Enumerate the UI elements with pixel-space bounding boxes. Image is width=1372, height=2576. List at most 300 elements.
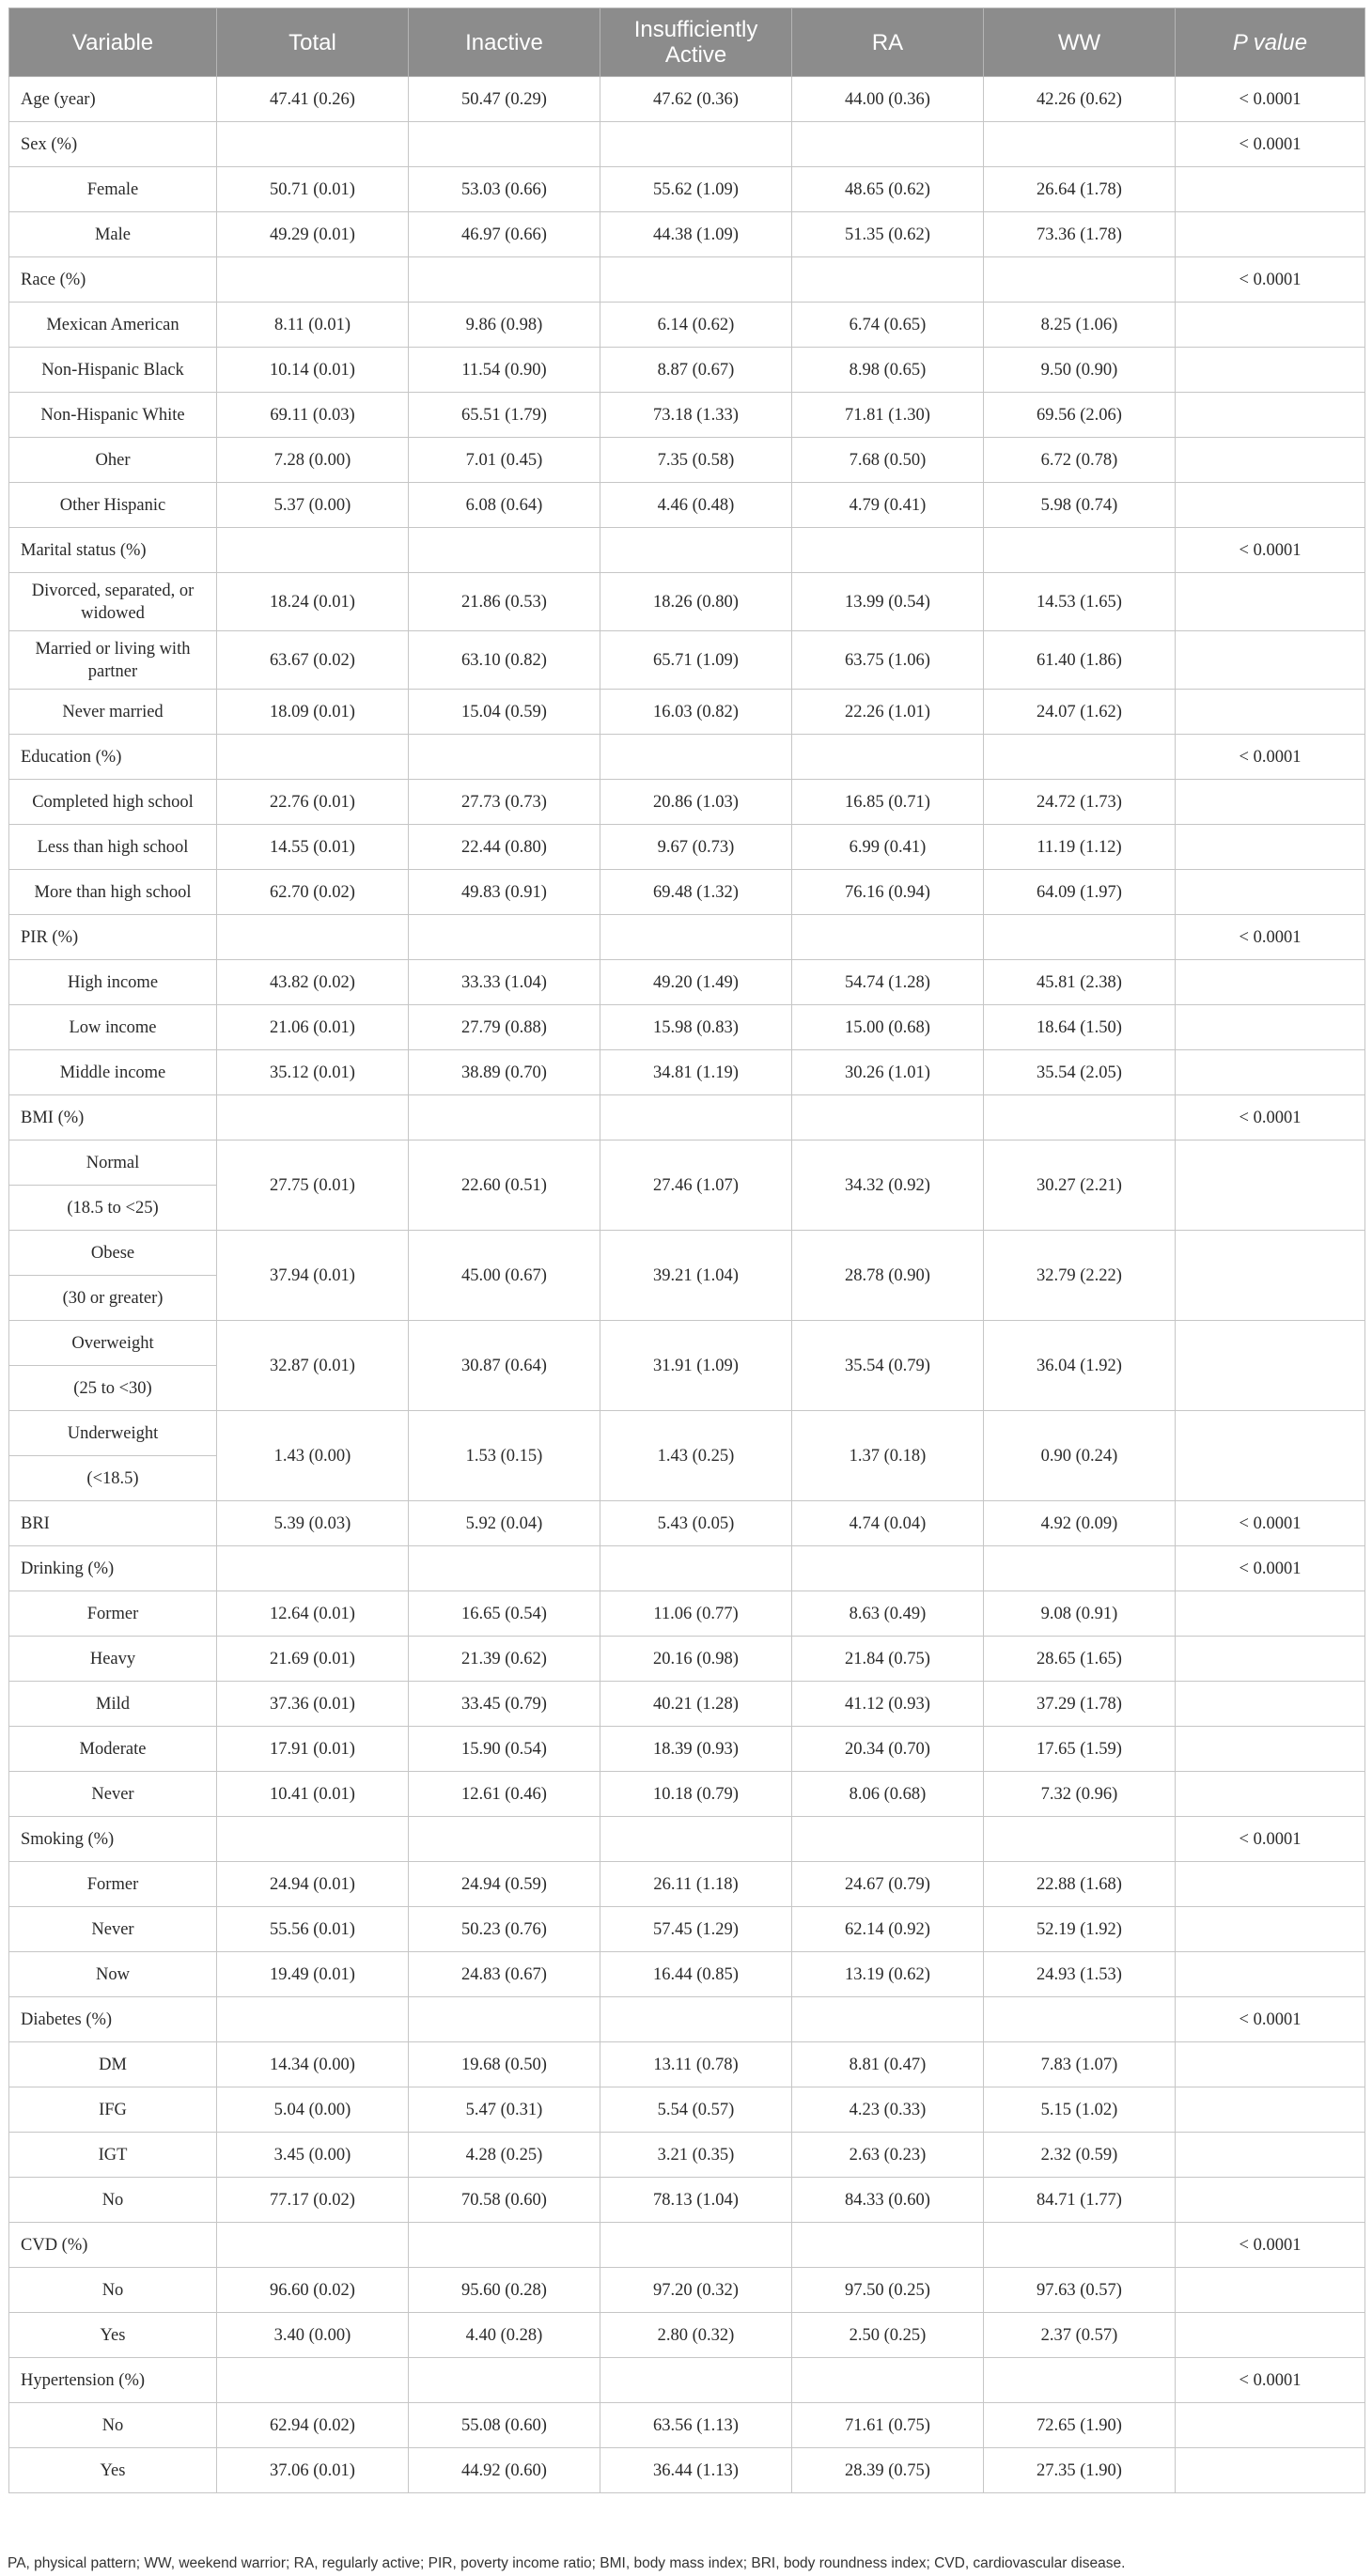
table-cell xyxy=(984,1546,1176,1591)
table-cell: 76.16 (0.94) xyxy=(792,870,984,915)
table-cell: 21.39 (0.62) xyxy=(409,1637,600,1682)
p-value-cell: < 0.0001 xyxy=(1176,2358,1365,2403)
table-cell: 22.44 (0.80) xyxy=(409,825,600,870)
p-value-cell xyxy=(1176,1637,1365,1682)
p-value-cell: < 0.0001 xyxy=(1176,528,1365,573)
table-cell: 7.35 (0.58) xyxy=(600,438,792,483)
variable-label: Hypertension (%) xyxy=(9,2358,217,2403)
table-cell xyxy=(792,2358,984,2403)
table-cell: 22.26 (1.01) xyxy=(792,690,984,735)
variable-label: Smoking (%) xyxy=(9,1817,217,1862)
table-row xyxy=(9,2448,1365,2493)
table-cell: 16.44 (0.85) xyxy=(600,1952,792,1997)
table-cell: 16.85 (0.71) xyxy=(792,780,984,825)
table-cell: 27.73 (0.73) xyxy=(409,780,600,825)
table-cell xyxy=(984,528,1176,573)
category-label: Yes xyxy=(9,2313,217,2358)
table-cell: 54.74 (1.28) xyxy=(792,960,984,1005)
category-label: DM xyxy=(9,2042,217,2087)
table-cell: 1.43 (0.25) xyxy=(600,1411,792,1501)
table-cell: 16.03 (0.82) xyxy=(600,690,792,735)
table-cell: 43.82 (0.02) xyxy=(217,960,409,1005)
p-value-cell xyxy=(1176,2042,1365,2087)
table-cell xyxy=(600,915,792,960)
category-label: Now xyxy=(9,1952,217,1997)
table-cell xyxy=(217,2358,409,2403)
table-cell: 46.97 (0.66) xyxy=(409,212,600,257)
table-cell: 36.04 (1.92) xyxy=(984,1321,1176,1411)
table-row xyxy=(9,303,1365,348)
table-cell xyxy=(217,735,409,780)
table-cell: 26.64 (1.78) xyxy=(984,167,1176,212)
table-cell: 48.65 (0.62) xyxy=(792,167,984,212)
table-row xyxy=(9,1907,1365,1952)
table-cell: 8.98 (0.65) xyxy=(792,348,984,393)
table-cell: 3.21 (0.35) xyxy=(600,2133,792,2178)
p-value-cell xyxy=(1176,1050,1365,1095)
table-cell: 11.06 (0.77) xyxy=(600,1591,792,1637)
p-value-cell: < 0.0001 xyxy=(1176,77,1365,122)
table-cell xyxy=(792,915,984,960)
table-cell: 5.04 (0.00) xyxy=(217,2087,409,2133)
category-range-label: (30 or greater) xyxy=(9,1276,217,1321)
table-cell: 27.79 (0.88) xyxy=(409,1005,600,1050)
p-value-cell xyxy=(1176,2087,1365,2133)
table-row xyxy=(9,825,1365,870)
table-row xyxy=(9,1682,1365,1727)
table-cell: 47.62 (0.36) xyxy=(600,77,792,122)
table-cell: 35.12 (0.01) xyxy=(217,1050,409,1095)
table-cell: 97.20 (0.32) xyxy=(600,2268,792,2313)
table-cell xyxy=(409,1546,600,1591)
table-cell: 2.63 (0.23) xyxy=(792,2133,984,2178)
table-cell: 5.37 (0.00) xyxy=(217,483,409,528)
table-row xyxy=(9,1141,1365,1186)
table-cell: 5.39 (0.03) xyxy=(217,1501,409,1546)
table-cell: 55.62 (1.09) xyxy=(600,167,792,212)
category-range-label: (<18.5) xyxy=(9,1456,217,1501)
p-value-cell xyxy=(1176,690,1365,735)
table-cell: 19.68 (0.50) xyxy=(409,2042,600,2087)
table-cell xyxy=(984,122,1176,167)
category-label: Former xyxy=(9,1862,217,1907)
p-value-cell xyxy=(1176,303,1365,348)
table-cell: 70.58 (0.60) xyxy=(409,2178,600,2223)
table-cell: 7.68 (0.50) xyxy=(792,438,984,483)
table-cell xyxy=(409,735,600,780)
header-ra: RA xyxy=(792,8,984,77)
table-cell xyxy=(600,1546,792,1591)
table-row xyxy=(9,393,1365,438)
category-label: Completed high school xyxy=(9,780,217,825)
table-row xyxy=(9,1411,1365,1456)
table-row xyxy=(9,122,1365,167)
variable-label: Drinking (%) xyxy=(9,1546,217,1591)
table-row xyxy=(9,915,1365,960)
table-cell: 20.16 (0.98) xyxy=(600,1637,792,1682)
table-cell: 18.64 (1.50) xyxy=(984,1005,1176,1050)
table-cell: 27.35 (1.90) xyxy=(984,2448,1176,2493)
table-cell: 1.53 (0.15) xyxy=(409,1411,600,1501)
table-cell: 65.51 (1.79) xyxy=(409,393,600,438)
table-cell: 71.61 (0.75) xyxy=(792,2403,984,2448)
table-cell: 33.45 (0.79) xyxy=(409,1682,600,1727)
table-row xyxy=(9,1727,1365,1772)
table-cell: 6.72 (0.78) xyxy=(984,438,1176,483)
table-cell: 39.21 (1.04) xyxy=(600,1231,792,1321)
table-cell xyxy=(409,122,600,167)
table-cell: 24.07 (1.62) xyxy=(984,690,1176,735)
p-value-cell xyxy=(1176,631,1365,690)
table-cell: 22.88 (1.68) xyxy=(984,1862,1176,1907)
p-value-cell: < 0.0001 xyxy=(1176,1095,1365,1141)
table-cell: 1.37 (0.18) xyxy=(792,1411,984,1501)
category-label: Less than high school xyxy=(9,825,217,870)
p-value-cell: < 0.0001 xyxy=(1176,2223,1365,2268)
table-row xyxy=(9,2133,1365,2178)
table-cell: 24.72 (1.73) xyxy=(984,780,1176,825)
table-cell: 30.26 (1.01) xyxy=(792,1050,984,1095)
table-footnote: PA, physical pattern; WW, weekend warrior; RA, regularly active; PIR, poverty income ratio; BMI, body mass index; BRI, body roundness index; CVD, cardiovascular disease. xyxy=(8,2555,1126,2571)
table-cell xyxy=(409,1095,600,1141)
table-cell: 41.12 (0.93) xyxy=(792,1682,984,1727)
table-container xyxy=(8,8,1364,2493)
table-cell xyxy=(217,1997,409,2042)
table-cell: 34.32 (0.92) xyxy=(792,1141,984,1231)
table-cell: 31.91 (1.09) xyxy=(600,1321,792,1411)
header-variable: Variable xyxy=(9,8,217,77)
table-cell xyxy=(792,257,984,303)
table-cell xyxy=(792,122,984,167)
table-cell xyxy=(409,528,600,573)
p-value-cell xyxy=(1176,483,1365,528)
table-cell: 5.43 (0.05) xyxy=(600,1501,792,1546)
table-cell: 22.60 (0.51) xyxy=(409,1141,600,1231)
table-cell: 24.67 (0.79) xyxy=(792,1862,984,1907)
table-cell: 77.17 (0.02) xyxy=(217,2178,409,2223)
p-value-cell xyxy=(1176,1231,1365,1321)
table-row xyxy=(9,1501,1365,1546)
p-value-cell xyxy=(1176,573,1365,631)
p-value-cell xyxy=(1176,1727,1365,1772)
table-cell: 13.99 (0.54) xyxy=(792,573,984,631)
table-cell: 15.98 (0.83) xyxy=(600,1005,792,1050)
p-value-cell: < 0.0001 xyxy=(1176,735,1365,780)
table-cell: 17.91 (0.01) xyxy=(217,1727,409,1772)
table-row xyxy=(9,1591,1365,1637)
table-cell: 72.65 (1.90) xyxy=(984,2403,1176,2448)
table-cell: 15.04 (0.59) xyxy=(409,690,600,735)
table-cell xyxy=(600,735,792,780)
table-cell: 22.76 (0.01) xyxy=(217,780,409,825)
table-cell: 28.39 (0.75) xyxy=(792,2448,984,2493)
table-cell: 2.32 (0.59) xyxy=(984,2133,1176,2178)
table-cell: 51.35 (0.62) xyxy=(792,212,984,257)
category-label: Male xyxy=(9,212,217,257)
table-cell: 55.56 (0.01) xyxy=(217,1907,409,1952)
table-cell: 0.90 (0.24) xyxy=(984,1411,1176,1501)
header-p-value xyxy=(1176,8,1365,77)
p-value-cell xyxy=(1176,1907,1365,1952)
table-cell: 42.26 (0.62) xyxy=(984,77,1176,122)
p-value-cell xyxy=(1176,393,1365,438)
table-cell: 24.94 (0.01) xyxy=(217,1862,409,1907)
category-label: More than high school xyxy=(9,870,217,915)
table-cell: 14.34 (0.00) xyxy=(217,2042,409,2087)
header-inactive: Inactive xyxy=(409,8,600,77)
variable-label: Age (year) xyxy=(9,77,217,122)
table-cell xyxy=(792,735,984,780)
table-cell: 21.84 (0.75) xyxy=(792,1637,984,1682)
p-value-cell xyxy=(1176,2403,1365,2448)
table-cell: 2.50 (0.25) xyxy=(792,2313,984,2358)
table-cell: 49.29 (0.01) xyxy=(217,212,409,257)
table-cell xyxy=(984,915,1176,960)
p-value-cell xyxy=(1176,1005,1365,1050)
table-row xyxy=(9,1321,1365,1366)
p-value-cell xyxy=(1176,212,1365,257)
table-row xyxy=(9,2042,1365,2087)
table-cell: 37.06 (0.01) xyxy=(217,2448,409,2493)
p-value-cell xyxy=(1176,1591,1365,1637)
table-cell xyxy=(984,2223,1176,2268)
table-cell: 28.65 (1.65) xyxy=(984,1637,1176,1682)
table-cell: 78.13 (1.04) xyxy=(600,2178,792,2223)
category-label: Non-Hispanic White xyxy=(9,393,217,438)
table-cell: 64.09 (1.97) xyxy=(984,870,1176,915)
table-cell: 97.50 (0.25) xyxy=(792,2268,984,2313)
table-cell xyxy=(600,1997,792,2042)
category-range-label: (25 to <30) xyxy=(9,1366,217,1411)
table-cell: 15.00 (0.68) xyxy=(792,1005,984,1050)
table-cell: 40.21 (1.28) xyxy=(600,1682,792,1727)
table-cell: 14.55 (0.01) xyxy=(217,825,409,870)
table-cell: 37.29 (1.78) xyxy=(984,1682,1176,1727)
table-cell: 8.06 (0.68) xyxy=(792,1772,984,1817)
table-cell: 16.65 (0.54) xyxy=(409,1591,600,1637)
table-cell: 62.14 (0.92) xyxy=(792,1907,984,1952)
table-cell: 37.36 (0.01) xyxy=(217,1682,409,1727)
variable-label: Sex (%) xyxy=(9,122,217,167)
p-value-cell: < 0.0001 xyxy=(1176,1546,1365,1591)
table-cell: 21.86 (0.53) xyxy=(409,573,600,631)
category-label: Mexican American xyxy=(9,303,217,348)
category-label: No xyxy=(9,2403,217,2448)
table-cell: 69.11 (0.03) xyxy=(217,393,409,438)
p-value-cell: < 0.0001 xyxy=(1176,122,1365,167)
table-cell: 9.50 (0.90) xyxy=(984,348,1176,393)
p-value-cell xyxy=(1176,1952,1365,1997)
table-cell: 6.74 (0.65) xyxy=(792,303,984,348)
table-cell: 8.63 (0.49) xyxy=(792,1591,984,1637)
variable-label: BMI (%) xyxy=(9,1095,217,1141)
header-ww: WW xyxy=(984,8,1176,77)
table-cell: 53.03 (0.66) xyxy=(409,167,600,212)
table-cell: 13.11 (0.78) xyxy=(600,2042,792,2087)
category-label: Yes xyxy=(9,2448,217,2493)
table-cell: 10.41 (0.01) xyxy=(217,1772,409,1817)
category-label: Other Hispanic xyxy=(9,483,217,528)
table-cell: 63.10 (0.82) xyxy=(409,631,600,690)
table-row xyxy=(9,483,1365,528)
table-cell: 44.38 (1.09) xyxy=(600,212,792,257)
p-value-cell xyxy=(1176,167,1365,212)
table-row xyxy=(9,1817,1365,1862)
category-label: Never married xyxy=(9,690,217,735)
table-cell xyxy=(792,2223,984,2268)
table-row xyxy=(9,2223,1365,2268)
p-value-cell: < 0.0001 xyxy=(1176,1817,1365,1862)
table-cell xyxy=(792,1817,984,1862)
category-label: Underweight xyxy=(9,1411,217,1456)
variable-label: Race (%) xyxy=(9,257,217,303)
table-cell: 65.71 (1.09) xyxy=(600,631,792,690)
p-value-cell xyxy=(1176,1772,1365,1817)
category-label: Low income xyxy=(9,1005,217,1050)
table-cell: 19.49 (0.01) xyxy=(217,1952,409,1997)
category-label: Former xyxy=(9,1591,217,1637)
p-value-cell xyxy=(1176,780,1365,825)
p-value-cell xyxy=(1176,2178,1365,2223)
table-cell: 62.94 (0.02) xyxy=(217,2403,409,2448)
table-cell: 63.56 (1.13) xyxy=(600,2403,792,2448)
category-label: No xyxy=(9,2178,217,2223)
table-cell: 20.86 (1.03) xyxy=(600,780,792,825)
table-cell: 97.63 (0.57) xyxy=(984,2268,1176,2313)
table-cell xyxy=(217,122,409,167)
table-cell: 50.47 (0.29) xyxy=(409,77,600,122)
table-cell xyxy=(984,2358,1176,2403)
table-row xyxy=(9,528,1365,573)
table-cell: 63.67 (0.02) xyxy=(217,631,409,690)
table-cell: 73.36 (1.78) xyxy=(984,212,1176,257)
table-cell: 9.67 (0.73) xyxy=(600,825,792,870)
table-cell: 21.69 (0.01) xyxy=(217,1637,409,1682)
table-cell: 95.60 (0.28) xyxy=(409,2268,600,2313)
table-cell: 17.65 (1.59) xyxy=(984,1727,1176,1772)
table-cell xyxy=(409,1817,600,1862)
table-row xyxy=(9,1862,1365,1907)
table-cell: 18.26 (0.80) xyxy=(600,573,792,631)
table-cell: 55.08 (0.60) xyxy=(409,2403,600,2448)
table-cell xyxy=(792,528,984,573)
table-row xyxy=(9,167,1365,212)
table-cell xyxy=(792,1095,984,1141)
table-cell xyxy=(984,1817,1176,1862)
table-cell xyxy=(792,1997,984,2042)
table-cell: 35.54 (2.05) xyxy=(984,1050,1176,1095)
table-cell: 84.33 (0.60) xyxy=(792,2178,984,2223)
table-cell xyxy=(600,122,792,167)
table-cell: 15.90 (0.54) xyxy=(409,1727,600,1772)
p-value-cell xyxy=(1176,2133,1365,2178)
table-cell xyxy=(600,2358,792,2403)
table-cell: 4.74 (0.04) xyxy=(792,1501,984,1546)
table-cell: 36.44 (1.13) xyxy=(600,2448,792,2493)
category-label: Non-Hispanic Black xyxy=(9,348,217,393)
table-cell: 7.83 (1.07) xyxy=(984,2042,1176,2087)
table-cell xyxy=(984,1095,1176,1141)
table-cell: 62.70 (0.02) xyxy=(217,870,409,915)
category-label: Female xyxy=(9,167,217,212)
table-cell: 4.92 (0.09) xyxy=(984,1501,1176,1546)
table-cell xyxy=(600,528,792,573)
table-cell: 27.46 (1.07) xyxy=(600,1141,792,1231)
variable-label: Education (%) xyxy=(9,735,217,780)
table-cell xyxy=(217,257,409,303)
table-cell: 10.18 (0.79) xyxy=(600,1772,792,1817)
table-cell xyxy=(600,1817,792,1862)
p-value-cell: < 0.0001 xyxy=(1176,257,1365,303)
table-cell: 20.34 (0.70) xyxy=(792,1727,984,1772)
table-cell: 52.19 (1.92) xyxy=(984,1907,1176,1952)
header-p-value-text: P value xyxy=(1232,29,1308,55)
table-cell: 27.75 (0.01) xyxy=(217,1141,409,1231)
table-row xyxy=(9,438,1365,483)
table-cell: 32.79 (2.22) xyxy=(984,1231,1176,1321)
table-row xyxy=(9,1637,1365,1682)
p-value-cell xyxy=(1176,1682,1365,1727)
table-cell xyxy=(409,1997,600,2042)
table-row xyxy=(9,1546,1365,1591)
table-cell: 13.19 (0.62) xyxy=(792,1952,984,1997)
table-cell: 7.28 (0.00) xyxy=(217,438,409,483)
table-cell: 9.86 (0.98) xyxy=(409,303,600,348)
table-cell xyxy=(600,1095,792,1141)
category-label: Oher xyxy=(9,438,217,483)
table-cell: 30.87 (0.64) xyxy=(409,1321,600,1411)
p-value-cell xyxy=(1176,438,1365,483)
table-cell: 6.14 (0.62) xyxy=(600,303,792,348)
table-cell: 1.43 (0.00) xyxy=(217,1411,409,1501)
table-row xyxy=(9,960,1365,1005)
table-cell: 8.11 (0.01) xyxy=(217,303,409,348)
table-cell: 12.64 (0.01) xyxy=(217,1591,409,1637)
category-label: Moderate xyxy=(9,1727,217,1772)
p-value-cell xyxy=(1176,1141,1365,1231)
category-label: IFG xyxy=(9,2087,217,2133)
variable-label: BRI xyxy=(9,1501,217,1546)
table-cell: 84.71 (1.77) xyxy=(984,2178,1176,2223)
table-body xyxy=(9,77,1365,2493)
table-row xyxy=(9,212,1365,257)
table-header xyxy=(9,8,1365,77)
table-cell xyxy=(409,257,600,303)
table-cell: 4.79 (0.41) xyxy=(792,483,984,528)
variable-label: PIR (%) xyxy=(9,915,217,960)
category-label: Mild xyxy=(9,1682,217,1727)
p-value-cell xyxy=(1176,960,1365,1005)
category-label: IGT xyxy=(9,2133,217,2178)
header-insufficiently-active: Insufficiently Active xyxy=(600,8,792,77)
category-label: Never xyxy=(9,1907,217,1952)
p-value-cell: < 0.0001 xyxy=(1176,1501,1365,1546)
table-cell: 45.00 (0.67) xyxy=(409,1231,600,1321)
table-cell: 6.99 (0.41) xyxy=(792,825,984,870)
table-cell: 2.80 (0.32) xyxy=(600,2313,792,2358)
table-row xyxy=(9,2313,1365,2358)
header-total: Total xyxy=(217,8,409,77)
table-cell: 4.40 (0.28) xyxy=(409,2313,600,2358)
variable-label: CVD (%) xyxy=(9,2223,217,2268)
table-row xyxy=(9,1095,1365,1141)
table-cell: 35.54 (0.79) xyxy=(792,1321,984,1411)
table-cell: 6.08 (0.64) xyxy=(409,483,600,528)
table-cell: 10.14 (0.01) xyxy=(217,348,409,393)
table-cell: 5.47 (0.31) xyxy=(409,2087,600,2133)
category-label: No xyxy=(9,2268,217,2313)
p-value-cell xyxy=(1176,1321,1365,1411)
